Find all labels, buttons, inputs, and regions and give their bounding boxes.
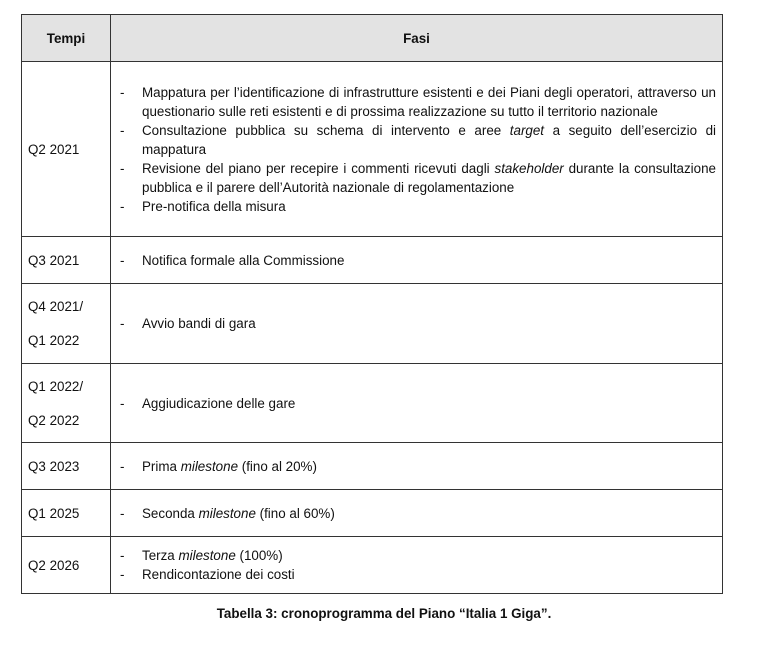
table-row xyxy=(22,237,723,284)
time-label: Q3 2021 xyxy=(28,252,80,268)
phase-text: durante la consultazione pubblica e il parere dell’Autorità nazionale di regolamentazione xyxy=(142,160,716,195)
time-label: Q1 2022 xyxy=(28,333,80,348)
time-cell xyxy=(22,364,111,443)
phase-text: Rendicontazione dei costi xyxy=(142,567,295,582)
phase-list xyxy=(120,394,716,413)
phase-text: Terza xyxy=(142,548,179,563)
phase-list xyxy=(120,504,716,523)
time-label: Q2 2021 xyxy=(28,141,80,157)
phase-text: a seguito dell’esercizio di mappatura xyxy=(142,122,716,157)
phase-list xyxy=(120,83,716,216)
phase-item xyxy=(120,504,716,523)
time-cell xyxy=(22,443,111,490)
bullet-dash: - xyxy=(120,198,125,214)
phase-item xyxy=(120,565,716,584)
time-label: Q3 2023 xyxy=(28,458,80,474)
time-cell xyxy=(22,490,111,537)
table-row xyxy=(22,537,723,594)
time-label: Q4 2021/ xyxy=(28,299,84,314)
italic-term: milestone xyxy=(178,548,236,563)
phase-list xyxy=(120,546,716,584)
phases-cell xyxy=(111,490,723,537)
bullet-dash: - xyxy=(120,505,125,521)
phase-text: Pre-notifica della misura xyxy=(142,198,286,214)
phase-text: Avvio bandi di gara xyxy=(142,316,256,331)
phases-cell xyxy=(111,364,723,443)
phase-text: (fino al 20%) xyxy=(238,458,317,474)
bullet-dash: - xyxy=(120,252,125,268)
phase-item xyxy=(120,546,716,565)
time-label: Q2 2022 xyxy=(28,412,80,428)
time-cell xyxy=(22,537,111,594)
bullet-dash: - xyxy=(120,458,125,474)
phase-item xyxy=(120,457,716,476)
phase-text: Mappatura per l’identificazione di infrastrutture esistenti e dei Piani degli operatori, attraverso un questionario sulle reti esistenti e di prossima realizzazione su tutto il territorio nazionale xyxy=(142,84,716,119)
bullet-dash: - xyxy=(120,160,125,176)
time-label: Q1 2022/ xyxy=(28,378,84,394)
table-row xyxy=(22,364,723,443)
phase-text: Seconda xyxy=(142,505,199,521)
phase-text: Aggiudicazione delle gare xyxy=(142,395,296,411)
italic-term: milestone xyxy=(180,458,239,474)
phase-list xyxy=(120,251,716,270)
phases-cell xyxy=(111,443,723,490)
italic-term: stakeholder xyxy=(494,160,564,176)
phase-text: (fino al 60%) xyxy=(255,505,335,521)
italic-term: target xyxy=(509,122,545,138)
table-row xyxy=(22,62,723,237)
bullet-dash: - xyxy=(120,84,125,100)
bullet-dash: - xyxy=(120,395,125,411)
phase-item xyxy=(120,251,716,270)
bullet-dash: - xyxy=(120,567,125,582)
phase-text: Revisione del piano per recepire i commenti ricevuti dagli xyxy=(142,160,495,176)
phase-item xyxy=(120,121,716,159)
phase-text: (100%) xyxy=(235,548,283,563)
bullet-dash: - xyxy=(120,548,125,563)
phase-text: Consultazione pubblica su schema di intervento e aree xyxy=(142,122,510,138)
phase-text: Notifica formale alla Commissione xyxy=(142,252,345,268)
table-row xyxy=(22,443,723,490)
phase-item xyxy=(120,197,716,216)
header-time: Tempi xyxy=(22,15,111,62)
schedule-body xyxy=(22,62,723,594)
header-phases: Fasi xyxy=(111,15,723,62)
phases-cell xyxy=(111,62,723,237)
italic-term: milestone xyxy=(198,505,256,521)
phase-item xyxy=(120,159,716,197)
bullet-dash: - xyxy=(120,316,125,331)
header-row xyxy=(22,15,723,62)
time-cell xyxy=(22,284,111,364)
time-label: Q2 2026 xyxy=(28,557,80,573)
phases-cell xyxy=(111,284,723,364)
phase-item xyxy=(120,314,716,333)
phase-item xyxy=(120,394,716,413)
phase-text: Prima xyxy=(142,458,181,474)
time-cell xyxy=(22,237,111,284)
table-row xyxy=(22,490,723,537)
table-row xyxy=(22,284,723,364)
phase-item xyxy=(120,83,716,121)
table-caption: Tabella 3: cronoprogramma del Piano “Italia 1 Giga”. xyxy=(216,606,552,621)
phase-list xyxy=(120,314,716,333)
phases-cell xyxy=(111,237,723,284)
bullet-dash: - xyxy=(120,122,125,138)
time-cell xyxy=(22,62,111,237)
time-label: Q1 2025 xyxy=(28,505,80,521)
phases-cell xyxy=(111,537,723,594)
schedule-table xyxy=(21,14,723,594)
phase-list xyxy=(120,457,716,476)
